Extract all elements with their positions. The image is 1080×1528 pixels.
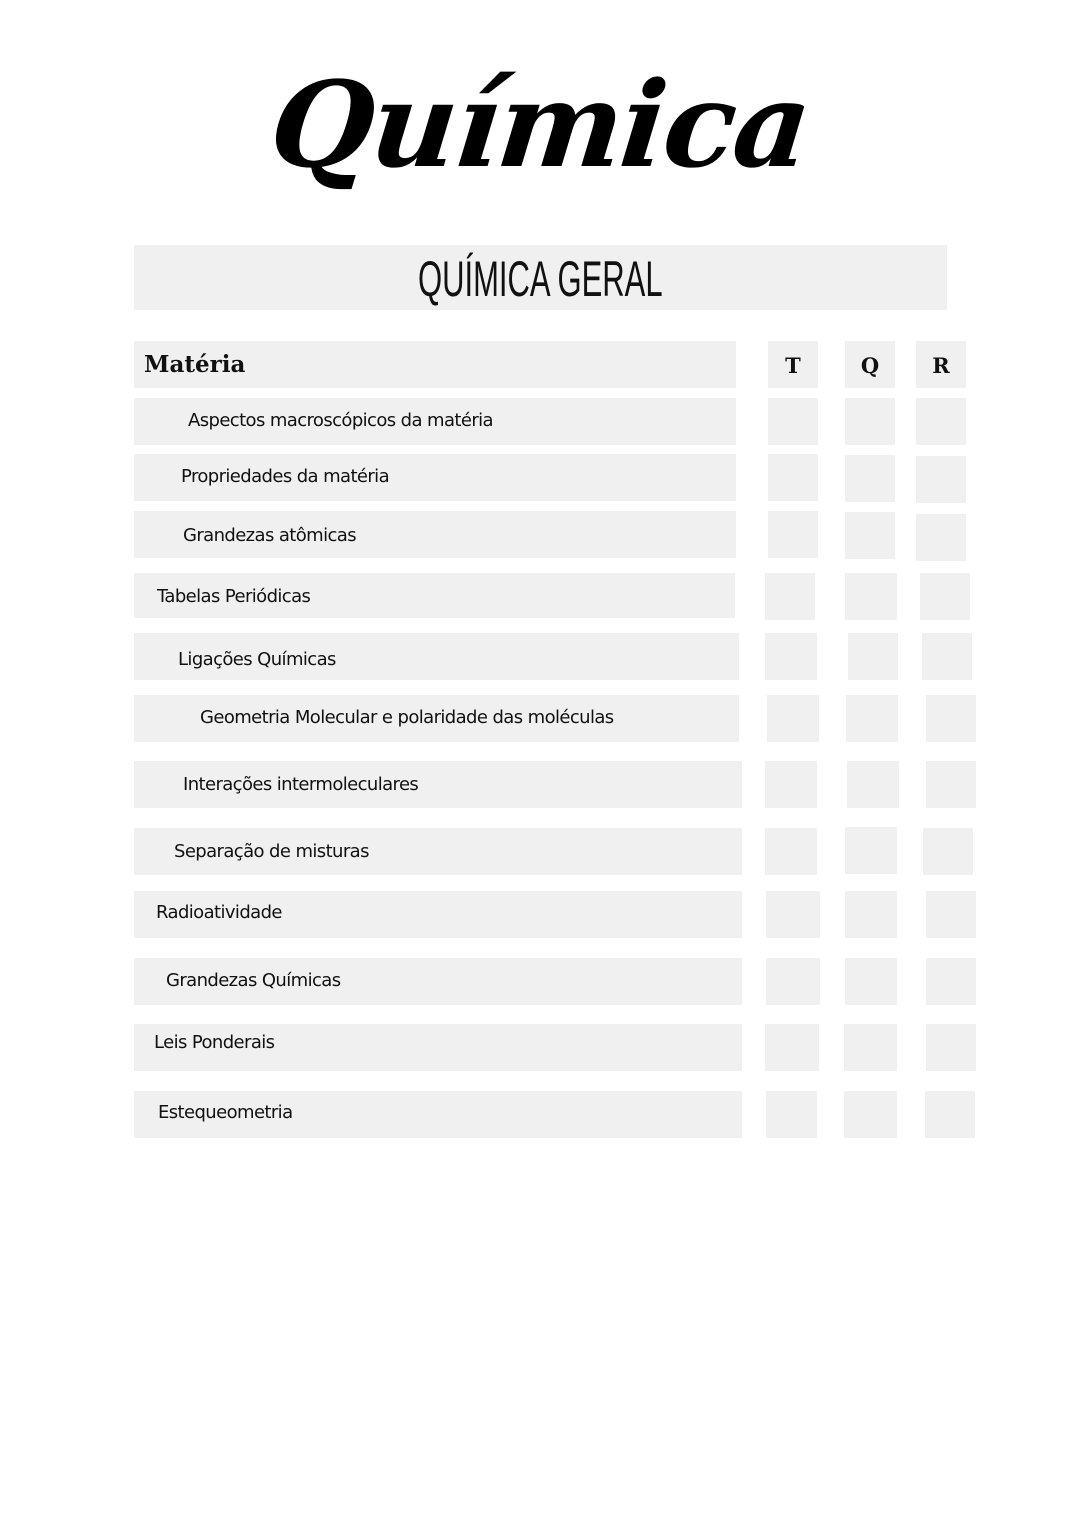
checkbox-r[interactable] (926, 891, 976, 938)
checkbox-r[interactable] (926, 761, 976, 808)
checkbox-q[interactable] (844, 1091, 897, 1138)
row-label: Tabelas Periódicas (157, 586, 311, 607)
checkbox-r[interactable] (916, 398, 966, 445)
row-label: Grandezas Químicas (166, 970, 341, 991)
checkbox-t[interactable] (766, 1091, 817, 1138)
checkbox-q[interactable] (844, 1024, 897, 1071)
checkbox-q[interactable] (845, 512, 895, 559)
checkbox-q[interactable] (845, 455, 895, 502)
checkbox-q[interactable] (845, 398, 895, 445)
checkbox-t[interactable] (765, 573, 815, 620)
checkbox-q[interactable] (847, 761, 899, 808)
checkbox-t[interactable] (766, 891, 820, 938)
row-label: Estequeometria (158, 1102, 293, 1123)
checkbox-r[interactable] (926, 695, 976, 742)
row-label: Ligações Químicas (178, 649, 336, 670)
row-label: Grandezas atômicas (183, 525, 357, 546)
subject-column-label: Matéria (144, 351, 246, 378)
checkbox-t[interactable] (765, 761, 817, 808)
checkbox-t[interactable] (767, 695, 819, 742)
checkbox-q[interactable] (845, 827, 897, 874)
row-label: Geometria Molecular e polaridade das moléculas (200, 707, 614, 728)
row-label: Radioatividade (156, 902, 282, 923)
column-header-q: Q (845, 341, 895, 388)
checkbox-r[interactable] (922, 633, 972, 680)
checkbox-q[interactable] (845, 573, 897, 620)
column-header-t: T (768, 341, 818, 388)
row-label: Leis Ponderais (154, 1032, 275, 1053)
row-label: Interações intermoleculares (183, 774, 419, 795)
checkbox-q[interactable] (845, 958, 897, 1005)
checkbox-t[interactable] (768, 511, 818, 558)
checkbox-q[interactable] (848, 633, 898, 680)
checkbox-q[interactable] (846, 695, 898, 742)
checkbox-r[interactable] (920, 573, 970, 620)
row-label: Propriedades da matéria (181, 466, 390, 487)
checkbox-t[interactable] (768, 398, 818, 445)
row-label: Aspectos macroscópicos da matéria (188, 410, 493, 431)
checkbox-t[interactable] (765, 1024, 819, 1071)
checkbox-t[interactable] (765, 828, 817, 875)
page-title: Química (264, 55, 817, 194)
checkbox-r[interactable] (926, 958, 976, 1005)
checkbox-t[interactable] (768, 454, 818, 501)
checkbox-t[interactable] (766, 958, 820, 1005)
checkbox-r[interactable] (925, 1091, 975, 1138)
checkbox-t[interactable] (765, 633, 817, 680)
checkbox-r[interactable] (916, 456, 966, 503)
column-header-r: R (916, 341, 966, 388)
checkbox-r[interactable] (926, 1024, 976, 1071)
section-header (134, 245, 947, 310)
section-title: QUÍMICA GERAL (418, 251, 663, 307)
row-label: Separação de misturas (174, 841, 369, 862)
checkbox-q[interactable] (845, 891, 897, 938)
checkbox-r[interactable] (923, 828, 973, 875)
checkbox-r[interactable] (916, 514, 966, 561)
